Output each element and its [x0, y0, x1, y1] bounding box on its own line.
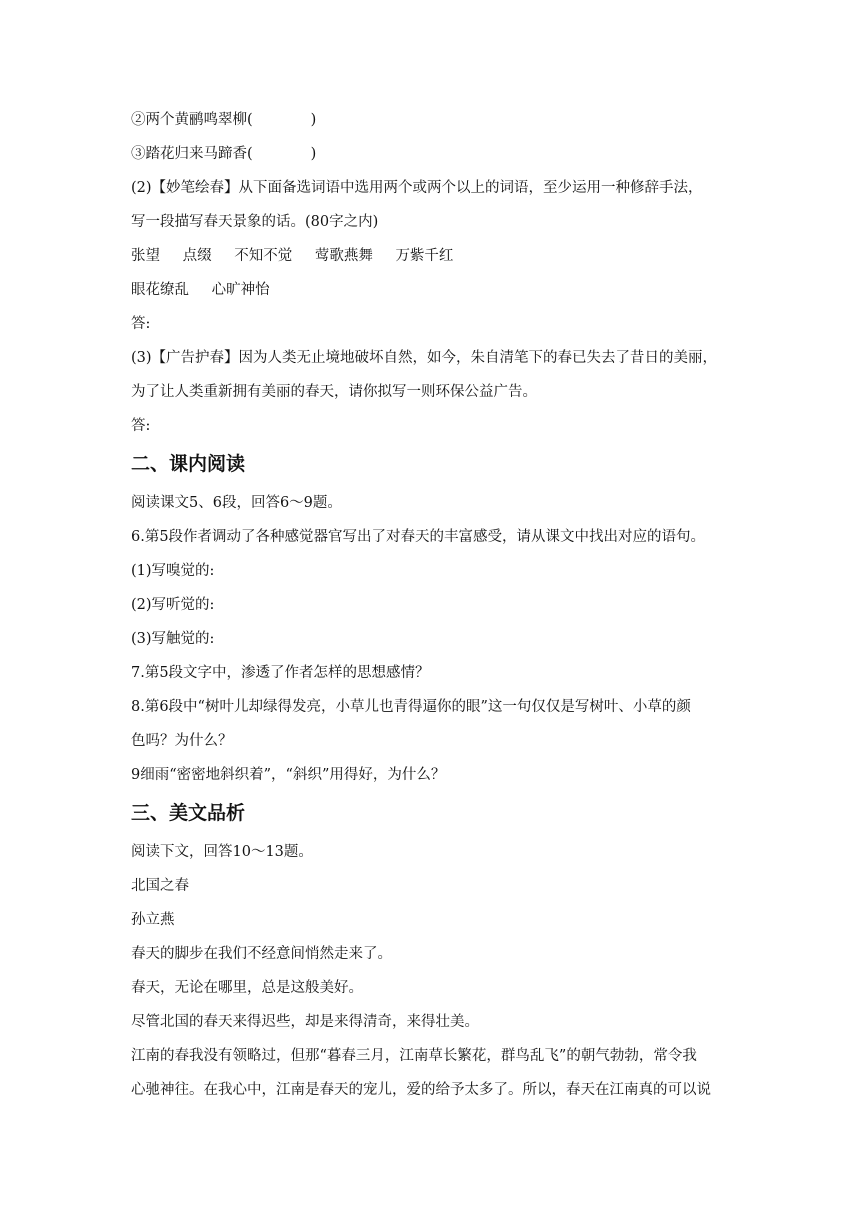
question-line: (2)【妙笔绘春】从下面备选词语中选用两个或两个以上的词语，至少运用一种修辞手法，: [131, 180, 703, 196]
question-line: 7.第5段文字中，渗透了作者怎样的思想感情？: [131, 665, 430, 681]
article-author: 孙立燕: [131, 912, 175, 928]
question-line: ②两个黄鹂鸣翠柳( ): [131, 112, 317, 128]
question-line: 色吗？为什么？: [131, 733, 233, 749]
article-paragraph: 春天的脚步在我们不经意间悄然走来了。: [131, 946, 392, 962]
word-bank-item: 莺歌燕舞: [314, 248, 373, 264]
question-line: (3)【广告护春】因为人类无止境地破坏自然，如今，朱自清笔下的春已失去了昔日的美丽，: [131, 350, 718, 366]
section-heading: 二、课内阅读: [131, 453, 246, 475]
word-bank-line-2: [131, 280, 731, 300]
word-bank-item: 点缀: [182, 248, 212, 264]
word-bank-item: 心旷神怡: [211, 282, 270, 298]
word-bank-item: 不知不觉: [234, 248, 293, 264]
word-bank-item: 张望: [131, 248, 160, 264]
question-line: 为了让人类重新拥有美丽的春天，请你拟写一则环保公益广告。: [131, 384, 537, 400]
article-paragraph: 江南的春我没有领略过，但那“暮春三月，江南草长繁花，群鸟乱飞”的朝气勃勃，常令我: [131, 1048, 697, 1064]
word-bank-item: 眼花缭乱: [131, 282, 189, 298]
question-line: 8.第6段中“树叶儿却绿得发亮，小草儿也青得逼你的眼”这一句仅仅是写树叶、小草的颜: [131, 699, 691, 715]
article-paragraph: 心驰神往。在我心中，江南是春天的宠儿，爱的给予太多了。所以，春天在江南真的可以说: [131, 1082, 711, 1098]
question-line: 9细雨“密密地斜织着”，“斜织”用得好，为什么？: [131, 767, 446, 783]
article-paragraph: 春天，无论在哪里，总是这般美好。: [131, 980, 363, 996]
instruction-line: 阅读下文，回答10～13题。: [131, 844, 313, 860]
question-line: (2)写听觉的:: [131, 597, 215, 613]
word-bank-item: 万紫千红: [395, 248, 454, 264]
question-line: 6.第5段作者调动了各种感觉器官写出了对春天的丰富感受，请从课文中找出对应的语句。: [131, 529, 706, 545]
article-title: 北国之春: [131, 878, 189, 894]
article-paragraph: 尽管北国的春天来得迟些，却是来得清奇，来得壮美。: [131, 1014, 479, 1030]
answer-label: 答:: [131, 316, 151, 332]
question-line: ③踏花归来马蹄香( ): [131, 146, 317, 162]
section-heading: 三、美文品析: [131, 802, 246, 824]
question-line: (3)写触觉的:: [131, 631, 215, 647]
question-line: 写一段描写春天景象的话。(80字之内): [131, 214, 379, 230]
instruction-line: 阅读课文5、6段，回答6～9题。: [131, 495, 342, 511]
question-line: (1)写嗅觉的:: [131, 563, 215, 579]
word-bank-line-1: [131, 246, 731, 266]
answer-label: 答:: [131, 418, 151, 434]
